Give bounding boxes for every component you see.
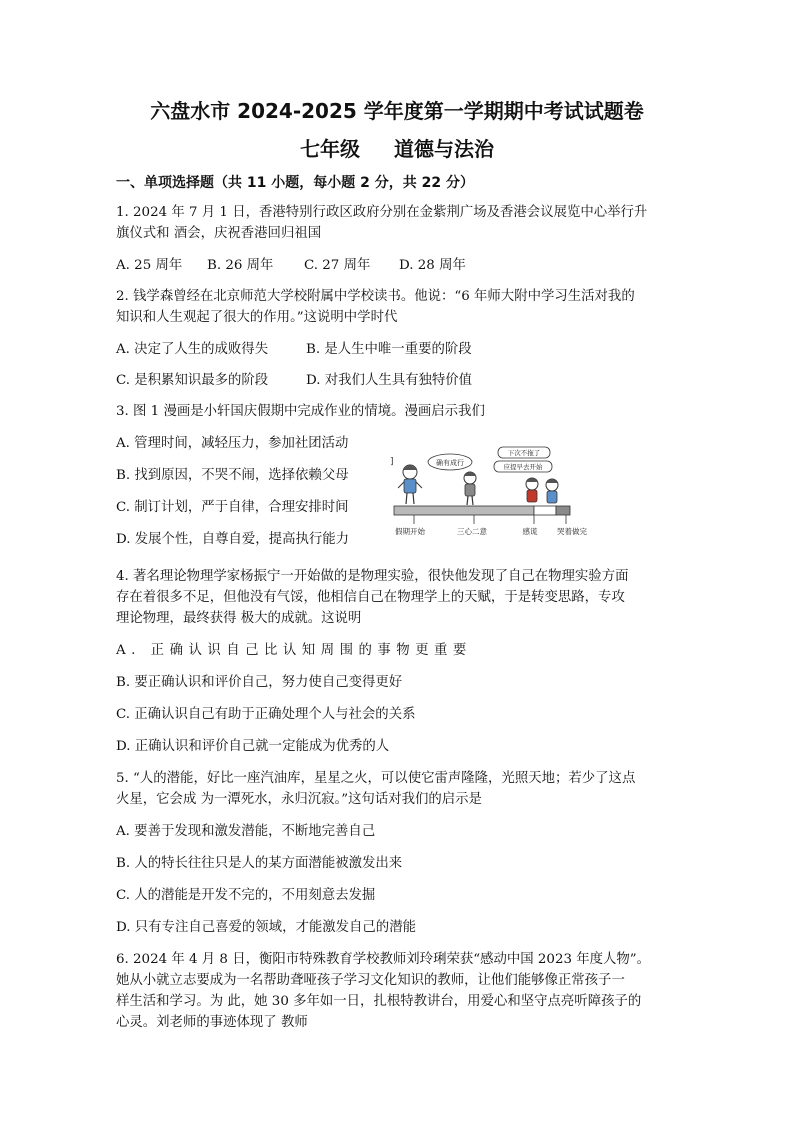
q1-option-b: B. 26 周年 — [207, 258, 274, 273]
q5-option-b: B. 人的特长往往只是人的某方面潜能被激发出来 — [116, 856, 403, 871]
q4-option-d: D. 正确认识和评价自己就一定能成为优秀的人 — [116, 739, 390, 754]
q4-stem-line-1: 4. 著名理论物理学家杨振宁一开始做的是物理实验，很快他发现了自己在物理实验方面 — [116, 569, 629, 584]
subject-label: 道德与法治 — [394, 137, 494, 161]
q4-stem-line-3: 理论物理，最终获得 极大的成就。这说明 — [116, 611, 362, 626]
figure-1-cartoon — [388, 444, 594, 544]
q3-option-a: A. 管理时间，减轻压力，参加社团活动 — [116, 436, 349, 451]
q6-stem-line-4: 心灵。刘老师的事迹体现了 教师 — [116, 1015, 308, 1030]
q3-option-d: D. 发展个性，自尊自爱，提高执行能力 — [116, 532, 350, 547]
q2-option-a: A. 决定了人生的成败得失 — [116, 342, 269, 357]
q5-option-c: C. 人的潜能是开发不完的，不用刻意去发掘 — [116, 888, 376, 903]
q3-stem: 3. 图 1 漫画是小轩国庆假期中完成作业的情境。漫画启示我们 — [116, 404, 485, 419]
q5-option-d: D. 只有专注自己喜爱的领域，才能激发自己的潜能 — [116, 920, 416, 935]
bubble-left-text: 确有成行 — [436, 459, 464, 467]
grade-label: 七年级 — [300, 137, 360, 161]
q4-option-a: A. 正确认识自己比认知周围的事物更重要 — [116, 643, 472, 658]
exam-title: 六盘水市 2024-2025 学年度第一学期期中考试试题卷 — [150, 99, 644, 123]
q2-option-d: D. 对我们人生具有独特价值 — [306, 373, 473, 388]
svg-text:]: ] — [390, 457, 394, 467]
q1-stem-line-2: 旗仪式和 酒会，庆祝香港回归祖国 — [116, 226, 322, 241]
q4-stem-line-2: 存在着很多不足，但他没有气馁，他相信自己在物理学上的天赋，于是转变思路，专攻 — [116, 590, 625, 605]
kid-right-illustration — [526, 478, 558, 503]
q1-option-d: D. 28 周年 — [399, 258, 466, 273]
kid-middle-illustration — [464, 472, 476, 505]
timeline-label-1: 假期开始 — [395, 527, 425, 536]
kid-left-illustration — [398, 465, 422, 504]
q4-option-b: B. 要正确认识和评价自己，努力使自己变得更好 — [116, 675, 403, 690]
timeline-label-4: 哭着做完 — [557, 527, 587, 536]
q3-option-b: B. 找到原因，不哭不闹，选择依赖父母 — [116, 468, 349, 483]
q6-stem-line-2: 她从小就立志要成为一名帮助聋哑孩子学习文化知识的教师，让他们能够像正常孩子一 — [116, 973, 625, 988]
bubble-right-text-1: 下次不拖了 — [507, 449, 541, 457]
q4-option-c: C. 正确认识自己有助于正确处理个人与社会的关系 — [116, 707, 416, 722]
q2-option-c: C. 是积累知识最多的阶段 — [116, 373, 269, 388]
q1-option-c: C. 27 周年 — [304, 258, 371, 273]
q2-options-row-2 — [116, 371, 472, 391]
q6-stem-line-3: 样生活和学习。为 此，她 30 多年如一日，扎根特教讲台，用爱心和坚守点亮听障孩子的 — [116, 994, 642, 1009]
exam-subtitle — [0, 133, 794, 162]
bubble-right-text-2: 应提早去开始 — [503, 463, 543, 471]
q2-option-b: B. 是人生中唯一重要的阶段 — [306, 342, 472, 357]
timeline-label-2: 三心二意 — [457, 527, 487, 536]
timeline-label-3: 感谎 — [522, 527, 538, 536]
q1-option-a: A. 25 周年 — [116, 258, 183, 273]
q2-stem-line-1: 2. 钱学森曾经在北京师范大学校附属中学校读书。他说：“6 年师大附中学习生活对我的 — [116, 289, 635, 304]
q5-stem-line-2: 火星，它会成 为一潭死水，永归沉寂。”这句话对我们的启示是 — [116, 792, 482, 807]
q3-option-c: C. 制订计划，严于自律，合理安排时间 — [116, 500, 349, 515]
q1-stem-line-1: 1. 2024 年 7 月 1 日，香港特别行政区政府分别在金紫荆广场及香港会议展览中心举行升 — [116, 205, 648, 220]
q6-stem-line-1: 6. 2024 年 4 月 8 日，衡阳市特殊教育学校教师刘玲琍荣获“感动中国 2023 年度人物”。 — [116, 952, 651, 967]
q2-options-row-1 — [116, 340, 472, 360]
q1-options — [116, 256, 466, 276]
q5-stem-line-1: 5. “人的潜能，好比一座汽油库，星星之火，可以使它雷声隆隆，光照天地；若少了这点 — [116, 771, 636, 786]
q5-option-a: A. 要善于发现和激发潜能，不断地完善自己 — [116, 824, 376, 839]
section-heading: 一、单项选择题（共 11 小题，每小题 2 分，共 22 分） — [116, 175, 474, 191]
q2-stem-line-2: 知识和人生观起了很大的作用。”这说明中学时代 — [116, 310, 398, 325]
